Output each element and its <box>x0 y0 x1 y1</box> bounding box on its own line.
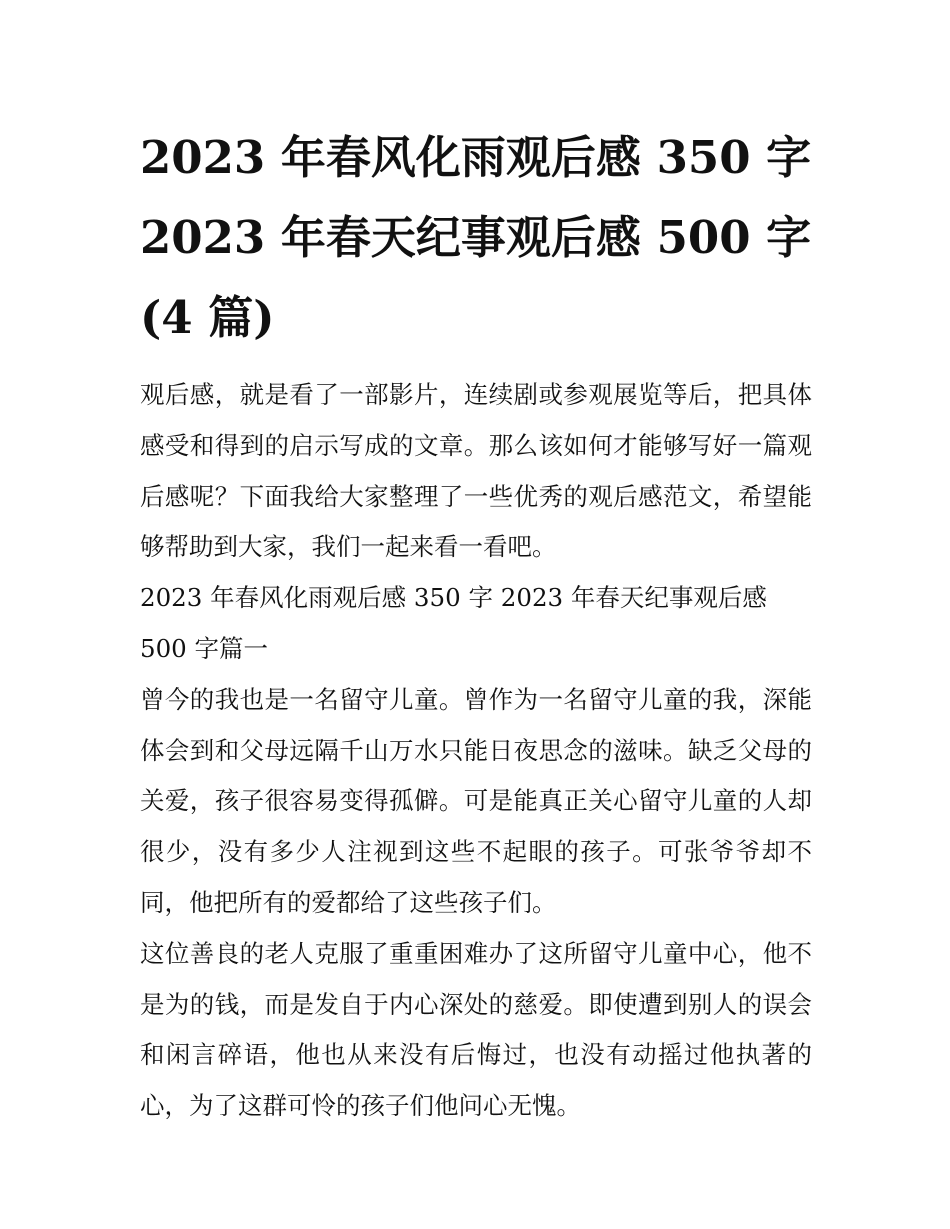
document-title <box>140 118 812 358</box>
body-paragraph-1: 曾今的我也是一名留守儿童。曾作为一名留守儿童的我，深能体会到和父母远隔千山万水只能日夜思念的滋味。缺乏父母的关爱，孩子很容易变得孤僻。可是能真正关心留守儿童的人却很少，没有多少人注视到这些不起眼的孩子。可张爷爷却不同，他把所有的爱都给了这些孩子们。 <box>140 684 812 917</box>
document-page <box>140 118 812 1132</box>
title-line-3: (4 篇) <box>140 291 275 344</box>
title-line-2: 2023 年春天纪事观后感 500 字 <box>140 211 812 264</box>
title-line-1: 2023 年春风化雨观后感 350 字 <box>140 131 812 184</box>
section-heading: 2023 年春风化雨观后感 350 字 2023 年春天纪事观后感 500 字篇一 <box>140 583 767 663</box>
body-paragraph-2: 这位善良的老人克服了重重困难办了这所留守儿童中心，他不是为的钱，而是发自于内心深处的慈爱。即使遭到别人的误会和闲言碎语，他也从来没有后悔过，也没有动摇过他执著的心，为了这群可怜的孩子们他问心无愧。 <box>140 938 812 1121</box>
intro-paragraph: 观后感，就是看了一部影片，连续剧或参观展览等后，把具体感受和得到的启示写成的文章。那么该如何才能够写好一篇观后感呢？下面我给大家整理了一些优秀的观后感范文，希望能够帮助到大家，我们一起来看一看吧。 <box>140 380 812 562</box>
